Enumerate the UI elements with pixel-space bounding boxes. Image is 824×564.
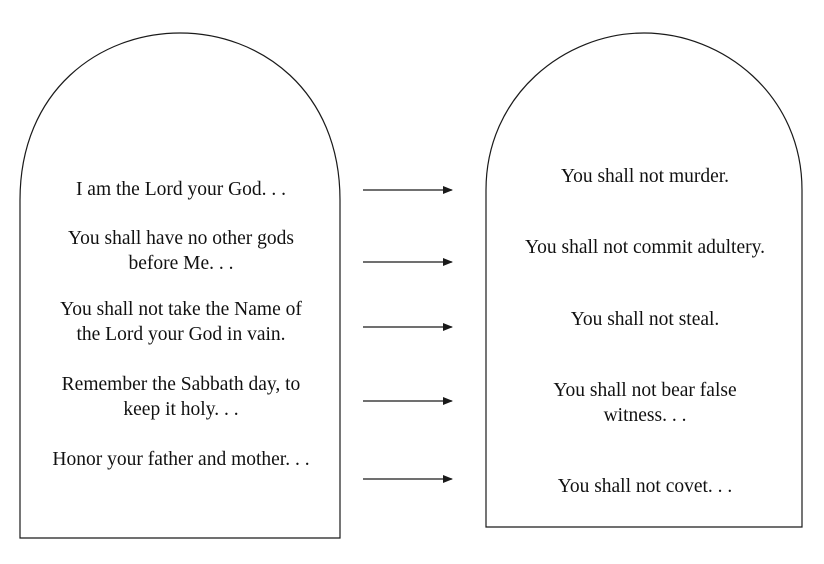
commandment-5: Honor your father and mother. . . (52, 449, 310, 470)
right-tablet-outline (486, 33, 802, 527)
commandment-7: You shall not commit adultery. (525, 237, 765, 258)
commandment-4: Remember the Sabbath day, to keep it holy. . . (61, 374, 301, 420)
commandment-2: You shall have no other gods before Me. . . (67, 228, 295, 274)
commandment-3: You shall not take the Name of the Lord your God in vain. (60, 299, 302, 345)
commandment-9: You shall not bear false witness. . . (553, 380, 737, 426)
commandment-6: You shall not murder. (560, 166, 730, 187)
commandment-10: You shall not covet. . . (557, 476, 733, 497)
commandment-1: I am the Lord your God. . . (75, 179, 287, 200)
commandment-8: You shall not steal. (570, 309, 720, 330)
